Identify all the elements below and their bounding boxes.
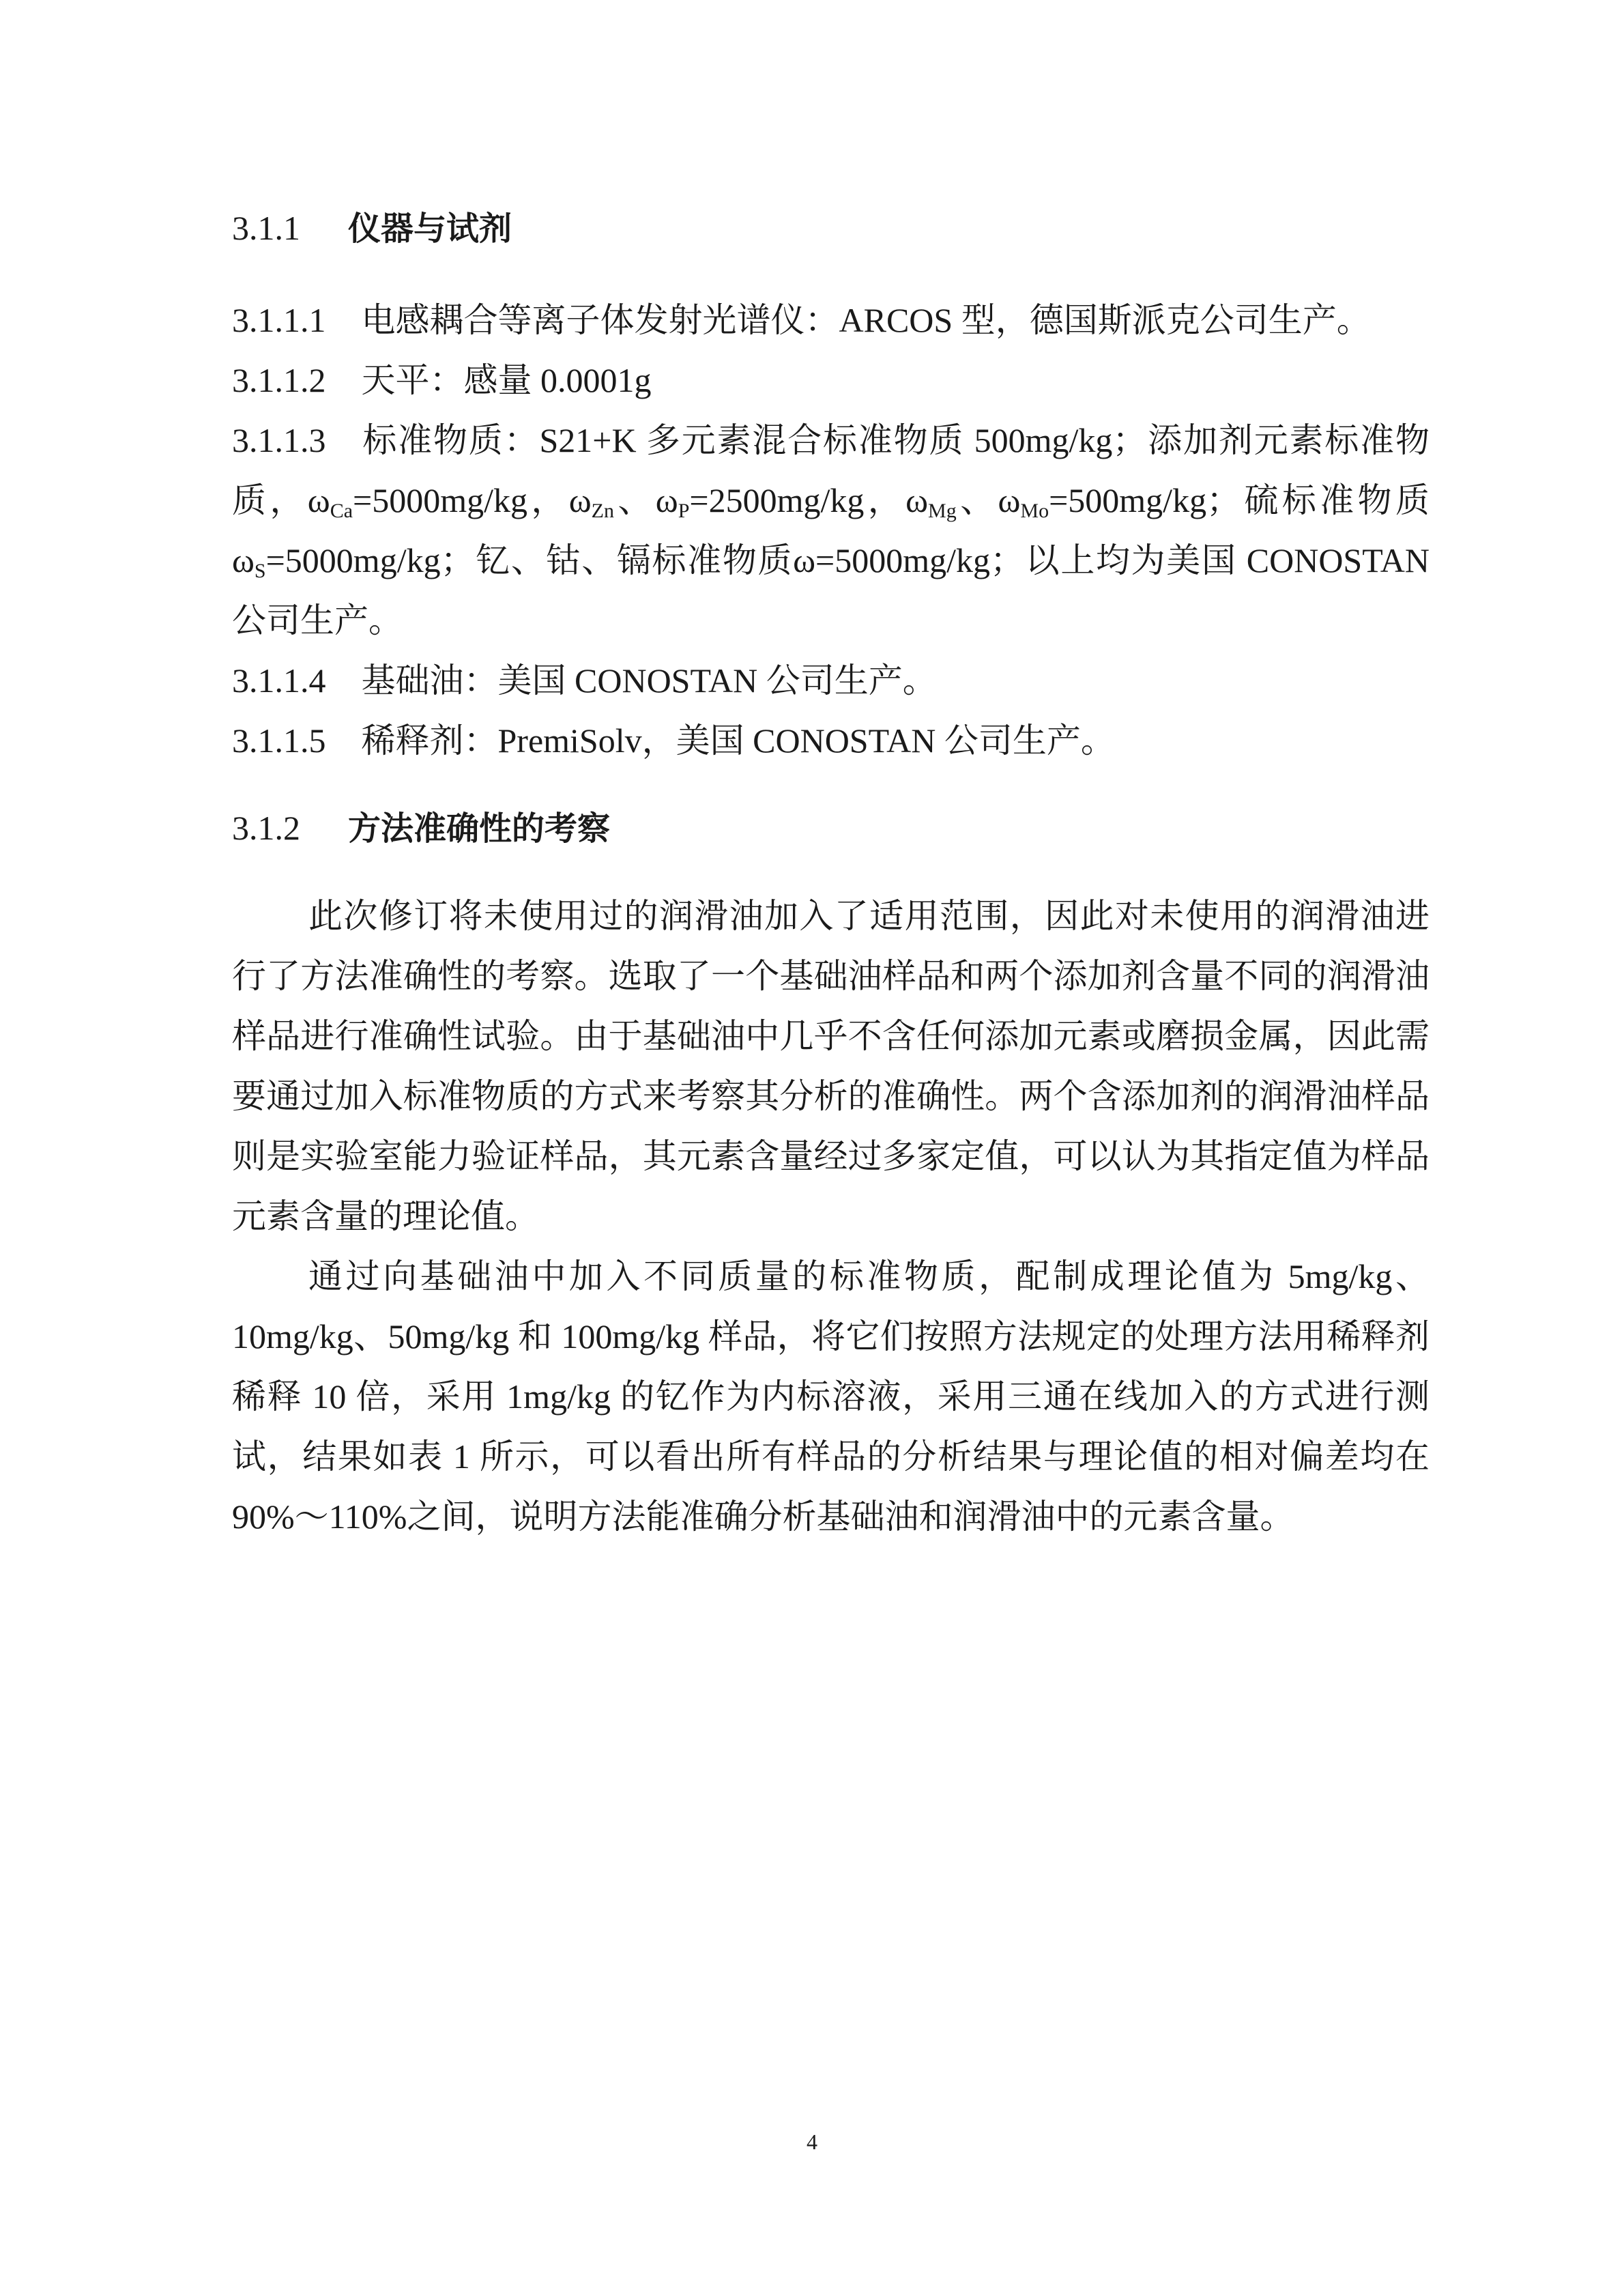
subscript: Mg — [928, 500, 957, 522]
page-content — [232, 198, 1430, 1547]
item-text: 基础油：美国 CONOSTAN 公司生产。 — [361, 661, 937, 700]
item-number: 3.1.1.2 — [232, 361, 326, 399]
list-item-3-1-1-1 — [232, 290, 1430, 350]
section-heading-3-1-2 — [232, 798, 1430, 859]
list-item-3-1-1-3 — [232, 410, 1430, 650]
item-text-part: 、ω — [614, 481, 678, 519]
paragraph: 通过向基础油中加入不同质量的标准物质，配制成理论值为 5mg/kg、10mg/kg、50mg/kg 和 100mg/kg 样品，将它们按照方法规定的处理方法用稀释剂稀释 10 倍，采用 1mg/kg 的钇作为内标溶液，采用三通在线加入的方式进行测试，结果如表 1 所示，可以看出所有样品的分析结果与理论值的相对偏差均在 90%～110%之间，说明方法能准确分析基础油和润滑油中的元素含量。 — [232, 1257, 1430, 1536]
item-text-part: =5000mg/kg，ω — [353, 481, 592, 519]
section-title: 方法准确性的考察 — [348, 809, 611, 848]
item-text-part: 标准物质：S21+K 多元素混合标准物质 500mg/kg；添加剂元素标准物质，ω — [232, 421, 1430, 519]
list-item-3-1-1-4 — [232, 650, 1430, 711]
section-title: 仪器与试剂 — [348, 210, 512, 248]
item-text-part: =5000mg/kg；钇、钴、镉标准物质ω=5000mg/kg；以上均为美国 CONOSTAN 公司生产。 — [232, 541, 1430, 640]
item-text: 天平：感量 0.0001g — [361, 361, 652, 399]
paragraph: 此次修订将未使用过的润滑油加入了适用范围，因此对未使用的润滑油进行了方法准确性的考察。选取了一个基础油样品和两个添加剂含量不同的润滑油样品进行准确性试验。由于基础油中几乎不含任何添加元素或磨损金属，因此需要通过加入标准物质的方式来考察其分析的准确性。两个含添加剂的润滑油样品则是实验室能力验证样品，其元素含量经过多家定值，可以认为其指定值为样品元素含量的理论值。 — [232, 897, 1430, 1235]
item-text-part: 、ω — [956, 481, 1021, 519]
subscript: Mo — [1020, 500, 1049, 522]
item-text-part: =500mg/kg；硫标准物质ω — [232, 481, 1430, 579]
subscript: S — [254, 560, 266, 582]
item-text: 稀释剂：PremiSolv，美国 CONOSTAN 公司生产。 — [361, 721, 1115, 760]
item-text-part: =2500mg/kg，ω — [689, 481, 929, 519]
list-item-3-1-1-2 — [232, 350, 1430, 410]
section-heading-3-1-1 — [232, 198, 1430, 259]
item-number: 3.1.1.1 — [232, 301, 326, 339]
item-text: 电感耦合等离子体发射光谱仪：ARCOS 型，德国斯派克公司生产。 — [361, 301, 1371, 339]
item-number: 3.1.1.3 — [232, 421, 326, 459]
list-item-3-1-1-5 — [232, 711, 1430, 771]
item-number: 3.1.1.5 — [232, 721, 326, 760]
subscript: Zn — [591, 500, 614, 522]
subscript: Ca — [330, 500, 353, 522]
subscript: P — [678, 500, 690, 522]
page-number: 4 — [807, 2129, 817, 2154]
section-number: 3.1.1 — [232, 209, 300, 247]
item-number: 3.1.1.4 — [232, 661, 326, 700]
section-number: 3.1.2 — [232, 809, 300, 847]
